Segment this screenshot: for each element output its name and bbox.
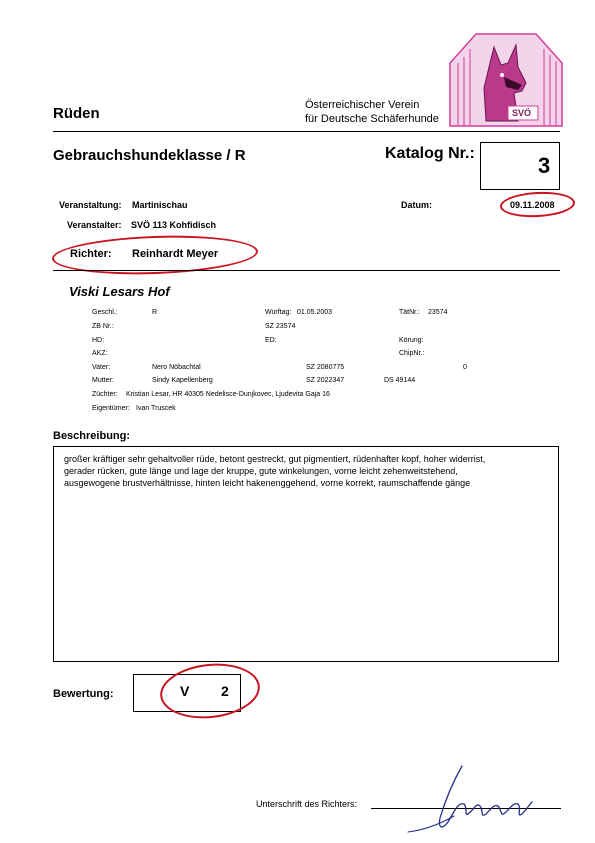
- divider: [53, 131, 560, 132]
- koerung-label: Körung:: [399, 337, 424, 344]
- mutter-label: Mutter:: [92, 377, 114, 384]
- date-annotation-circle: [499, 190, 575, 219]
- veranstaltung-value: Martinischau: [132, 200, 188, 210]
- veranstaltung-label: Veranstaltung:: [59, 200, 122, 210]
- rating-annotation-circle: [157, 659, 262, 723]
- catalog-label: Katalog Nr.:: [385, 145, 475, 162]
- svo-logo: [448, 33, 564, 127]
- signature-label: Unterschrift des Richters:: [256, 799, 358, 809]
- description-line-2: gerader rücken, gute länge und lage der kruppe, gute winkelungen, vorne leicht zehenweitstehend,: [64, 466, 458, 476]
- eigentuemer-label: Eigentümer:: [92, 405, 130, 412]
- zuechter-value: Kristian Lesar, HR 40305 Nedelisce-Dunjkovec, Ljudevita Gaja 16: [126, 391, 330, 398]
- rating-grade: V: [180, 683, 190, 699]
- wurftag-value: 01.05.2003: [297, 309, 333, 316]
- description-line-1: großer kräftiger sehr gehaltvoller rüde, betont gestreckt, gut pigmentiert, rüdenhafter kopf, hoher widerrist,: [64, 454, 486, 464]
- richter-value: Reinhardt Meyer: [132, 248, 219, 260]
- description-line-3: ausgewogene brustverhältnisse, hinten leicht hakenenggehend, vorne korrekt, raumschaffende gänge: [64, 478, 471, 488]
- vater-label: Vater:: [92, 364, 111, 371]
- signature-scribble: [404, 758, 544, 843]
- zuechter-label: Züchter:: [92, 391, 118, 398]
- class-title: Gebrauchshundeklasse / R: [53, 147, 246, 164]
- wurftag-label: Wurftag:: [265, 309, 292, 316]
- rating-place: 2: [221, 683, 229, 699]
- org-line-2: für Deutsche Schäferhunde: [305, 113, 439, 125]
- vater-name: Nero Nöbachtal: [152, 364, 201, 371]
- datum-value: 09.11.2008: [510, 200, 555, 210]
- dog-name: Viski Lesars Hof: [69, 284, 170, 299]
- catalog-number: 3: [538, 153, 551, 178]
- logo-text: SVÖ: [512, 108, 532, 118]
- veranstalter-value: SVÖ 113 Kohfidisch: [131, 220, 217, 230]
- vater-sz: SZ 2080775: [306, 364, 345, 371]
- ed-label: ED:: [265, 337, 277, 344]
- zbnr-value: SZ 23574: [265, 323, 296, 330]
- vater-extra: 0: [463, 364, 467, 371]
- akz-label: AKZ:: [92, 350, 108, 357]
- datum-label: Datum:: [401, 200, 432, 210]
- mutter-ds: DS 49144: [384, 377, 416, 384]
- geschl-value: R: [152, 309, 158, 316]
- chipnr-label: ChipNr.:: [399, 350, 425, 357]
- zbnr-label: ZB Nr.:: [92, 323, 114, 330]
- divider: [53, 270, 560, 271]
- description-label: Beschreibung:: [53, 430, 131, 442]
- veranstalter-label: Veranstalter:: [67, 220, 122, 230]
- taetnr-value: 23574: [428, 309, 448, 316]
- richter-label: Richter:: [70, 248, 112, 260]
- category-title: Rüden: [53, 105, 100, 122]
- org-line-1: Österreichischer Verein: [305, 99, 420, 111]
- mutter-name: Sindy Kapellenberg: [152, 377, 213, 384]
- mutter-sz: SZ 2022347: [306, 377, 345, 384]
- geschl-label: Geschl.:: [92, 309, 118, 316]
- hd-label: HD:: [92, 337, 105, 344]
- eigentuemer-value: Ivan Truscek: [136, 405, 176, 412]
- taetnr-label: TätNr.:: [399, 309, 421, 316]
- rating-label: Bewertung:: [53, 688, 114, 700]
